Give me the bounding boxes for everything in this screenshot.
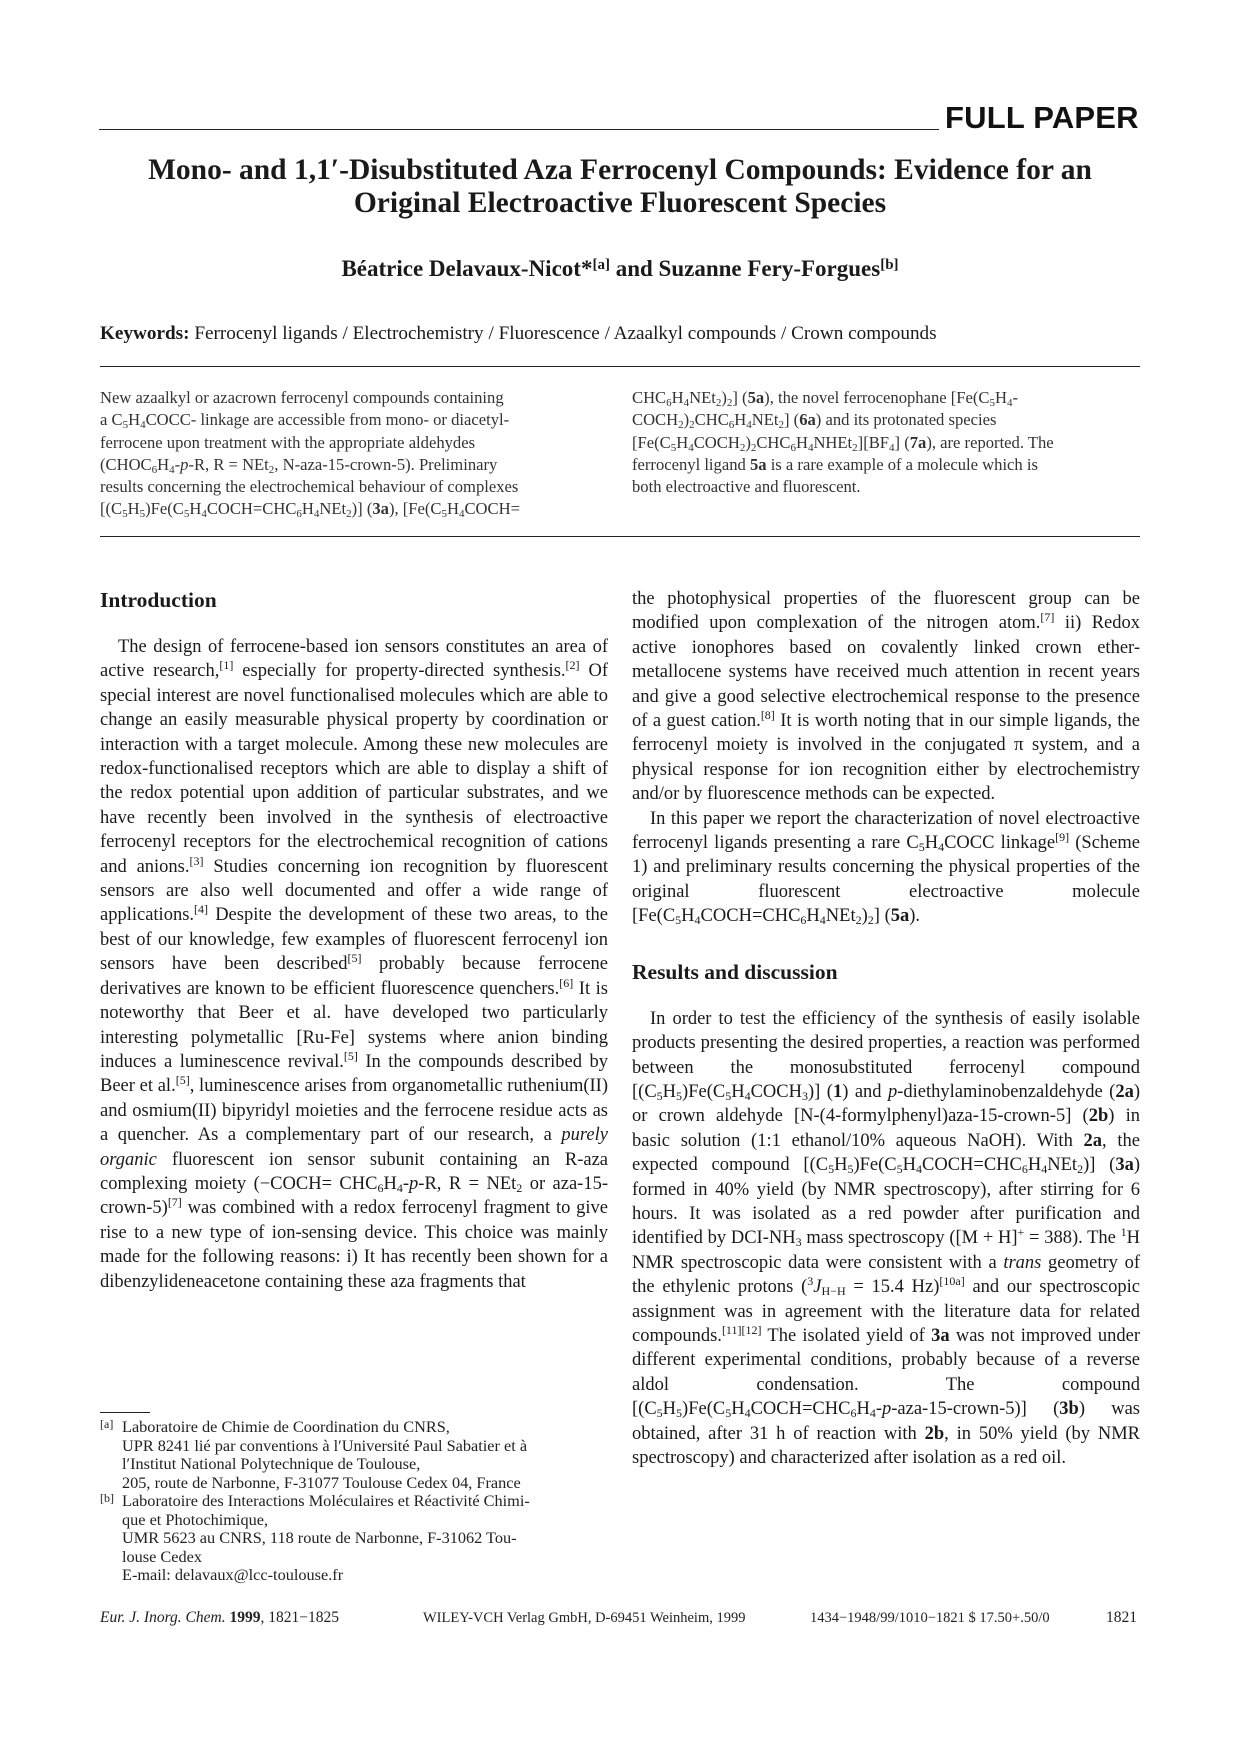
section-heading-results: Results and discussion xyxy=(632,959,838,984)
header-rule xyxy=(99,129,939,130)
title-line-2: Original Electroactive Fluorescent Species xyxy=(353,187,887,219)
keywords xyxy=(100,322,1140,346)
title-line-1: Mono- and 1,1′-Disubstituted Aza Ferrocenyl Compounds: Evidence for an xyxy=(148,154,1092,186)
abstract-left-column xyxy=(100,387,608,521)
footnote-line: 205, route de Narbonne, F-31077 Toulouse Cedex 04, France xyxy=(122,1472,521,1492)
abstract-line: results concerning the electrochemical behaviour of complexes xyxy=(100,477,519,497)
left-column xyxy=(100,587,608,1294)
footnotes xyxy=(100,1418,608,1585)
author-1: Béatrice Delavaux-Nicot* xyxy=(341,256,593,281)
author-1-affiliation-mark: [a] xyxy=(592,257,610,273)
paper-title xyxy=(100,154,1140,220)
footnote-line: Laboratoire des Interactions Moléculaires et Réactivité Chimi- xyxy=(122,1491,530,1510)
footnote-line: UMR 5623 au CNRS, 118 route de Narbonne, F-31062 Tou- xyxy=(122,1528,517,1547)
abstract-line: both electroactive and fluorescent. xyxy=(632,477,861,497)
footnote-line: Laboratoire de Chimie de Coordination du CNRS, xyxy=(122,1417,450,1436)
footnote-line: E-mail: delavaux@lcc-toulouse.fr xyxy=(122,1565,344,1584)
footer-pages: , 1821−1825 xyxy=(260,1609,339,1626)
abstract-line: $[Fe(C_5H_4COCH_2)_2CHC_6H_4NHEt_2][BF_4]$ (7a), are reported. The xyxy=(632,432,1054,454)
right-column xyxy=(632,587,1140,1470)
footnote-a xyxy=(100,1418,608,1492)
footnote-b-mark: [b] xyxy=(100,1491,114,1505)
author-2: Suzanne Fery-Forgues xyxy=(658,256,881,281)
abstract-line: ferrocenyl ligand 5a is a rare example of a molecule which is xyxy=(632,454,1038,474)
author-2-affiliation-mark: [b] xyxy=(880,257,899,273)
paragraph: In order to test the efficiency of the synthesis of easily isolable products presenting the desired properties, a reaction was performed between the monosubstituted ferrocenyl compound $[(C_5H_5)Fe(C_5H_4COCH_3)]$ (1) and p-diethylaminobenzaldehyde (2a) or crown aldehyde [N-(4-formylphenyl)aza-15-crown-5] (2b) in basic solution (1:1 ethanol/10% aqueous NaOH). With 2a, the expected compound $[(C_5H_5)Fe(C_5H_4COCH=CHC_6H_4NEt_2)]$ (3a) formed in 40% yield (by NMR spectroscopy), after stirring for 6 hours. It was isolated as a red powder after purification and identified by DCI-$NH_3$ mass spectroscopy ([M + H]+ = 388). The $^1$H NMR spectroscopic data were consistent with a trans geometry of the ethylenic protons ($^3J_{H-H} = 15.4$ Hz)[10a] and our spectroscopic assignment was in agreement with the literature data for related compounds.[11][12] The isolated yield of 3a was not improved under different experimental conditions, probably because of a reverse aldol condensation. The compound $[(C_5H_5)Fe(C_5H_4COCH=CHC_6H_4-p-aza-15-crown-5)]$ (3b) was obtained, after 31 h of reaction with 2b, in 50% yield (by NMR spectroscopy) and characterized after isolation as a red oil. xyxy=(632,1008,1141,1468)
paragraph: In this paper we report the characterization of novel electroactive ferrocenyl ligands presenting a rare $C_5H_4COCC$ linkage[9] (Scheme 1) and preliminary results concerning the physical properties of the original fluorescent electroactive molecule $[Fe(C_5H_4COCH=CHC_6H_4NEt_2)_2]$ (5a). xyxy=(632,808,1140,928)
abstract-line: $[(C_5H_5)Fe(C_5H_4COCH=CHC_6H_4NEt_2)]$ (3a), [$Fe(C_5H_4COCH=$ xyxy=(100,499,520,521)
abstract-line: New azaalkyl or azacrown ferrocenyl compounds containing xyxy=(100,388,504,407)
keywords-text: Ferrocenyl ligands / Electrochemistry / Fluorescence / Azaalkyl compounds / Crown compounds xyxy=(189,323,937,344)
authors-conjunction: and xyxy=(609,256,659,281)
footer-journal: Eur. J. Inorg. Chem. xyxy=(100,1609,226,1626)
paragraph: The design of ferrocene-based ion sensors constitutes an area of active research,[1] especially for property-directed synthesis.[2] Of special interest are novel functionalised molecules which are able to change an easily measurable physical property by coordination or interaction with a target molecule. Among these new molecules are redox-functionalised receptors which are able to display a shift of the redox potential upon addition of particular substrates, and we have recently been involved in the synthesis of electroactive ferrocenyl receptors for the electrochemical recognition of cations and anions.[3] Studies concerning ion recognition by fluorescent sensors are also well documented and offer a wide range of applications.[4] Despite the development of these two areas, to the best of our knowledge, few examples of fluorescent ferrocenyl ion sensors have been described[5] probably because ferrocene derivatives are known to be efficient fluorescence quenchers.[6] It is noteworthy that Beer et al. have developed two particularly interesting polymetallic [Ru-Fe] systems where anion binding induces a luminescence revival.[5] In the compounds described by Beer et al.[5], luminescence arises from organometallic ruthenium(II) and osmium(II) bipyridyl moieties and the ferrocene residue acts as a quencher. As a complementary part of our research, a purely organic fluorescent ion sensor subunit containing an R-aza complexing moiety (−COCH= $CHC_6H_4-p-R$, R = NEt$_2$ or aza-15-crown-5)[7] was combined with a redox ferrocenyl fragment to give rise to a new type of ion-sensing device. This choice was mainly made for the following reasons: i) It has recently been shown for a dibenzylideneacetone containing these aza fragments that xyxy=(100,637,608,1292)
abstract-line: $COCH_2)_2CHC_6H_4NEt_2$] (6a) and its protonated species xyxy=(632,410,997,432)
abstract-top-rule xyxy=(100,366,1140,367)
footer-publisher: WILEY-VCH Verlag GmbH, D-69451 Weinheim, 1999 xyxy=(423,1610,746,1626)
abstract-line: $CHC_6H_4NEt_2)_2$] (5a), the novel ferrocenophane [$Fe(C_5H_4-$ xyxy=(632,388,1018,409)
abstract-line: ($CHOC_6H_4-p-R$, R = NEt$_2$, N-aza-15-crown-5). Preliminary xyxy=(100,454,498,476)
section-heading-introduction: Introduction xyxy=(100,588,217,612)
abstract-bottom-rule xyxy=(100,536,1140,537)
abstract-line: a $C_5H_4COCC-$ linkage are accessible from mono- or diacetyl- xyxy=(100,410,510,432)
footnote-line: que et Photochimique, xyxy=(122,1509,269,1529)
footer-citation xyxy=(100,1608,339,1628)
footnote-line: l′Institut National Polytechnique de Toulouse, xyxy=(122,1454,421,1473)
page-number: 1821 xyxy=(1106,1609,1137,1626)
footer-year: 1999 xyxy=(229,1609,261,1626)
footnote-rule xyxy=(100,1412,150,1413)
footnote-a-mark: [a] xyxy=(100,1417,114,1431)
header-label: FULL PAPER xyxy=(945,100,1139,135)
paragraph: the photophysical properties of the fluorescent group can be modified upon complexation of the nitrogen atom.[7] ii) Redox active ionophores based on covalently linked crown ether-metallocene systems have received much attention in recent years and give a good selective electrochemical response to the presence of a guest cation.[8] It is worth noting that in our simple ligands, the ferrocenyl moiety is involved in the conjugated π system, and a physical response for ion recognition either by electrochemistry and/or by fluorescence methods can be expected. xyxy=(632,589,1141,805)
footnote-line: louse Cedex xyxy=(122,1546,203,1566)
footer-issn: 1434−1948/99/1010−1821 $ 17.50+.50/0 xyxy=(810,1610,1050,1626)
abstract-right-column xyxy=(632,387,1140,498)
authors xyxy=(100,255,1140,283)
keywords-label: Keywords: xyxy=(100,323,190,344)
footnote-line: UPR 8241 lié par conventions à l′Université Paul Sabatier et à xyxy=(122,1435,528,1455)
abstract-line: ferrocene upon treatment with the appropriate aldehydes xyxy=(100,432,476,452)
footnote-b xyxy=(100,1492,608,1585)
